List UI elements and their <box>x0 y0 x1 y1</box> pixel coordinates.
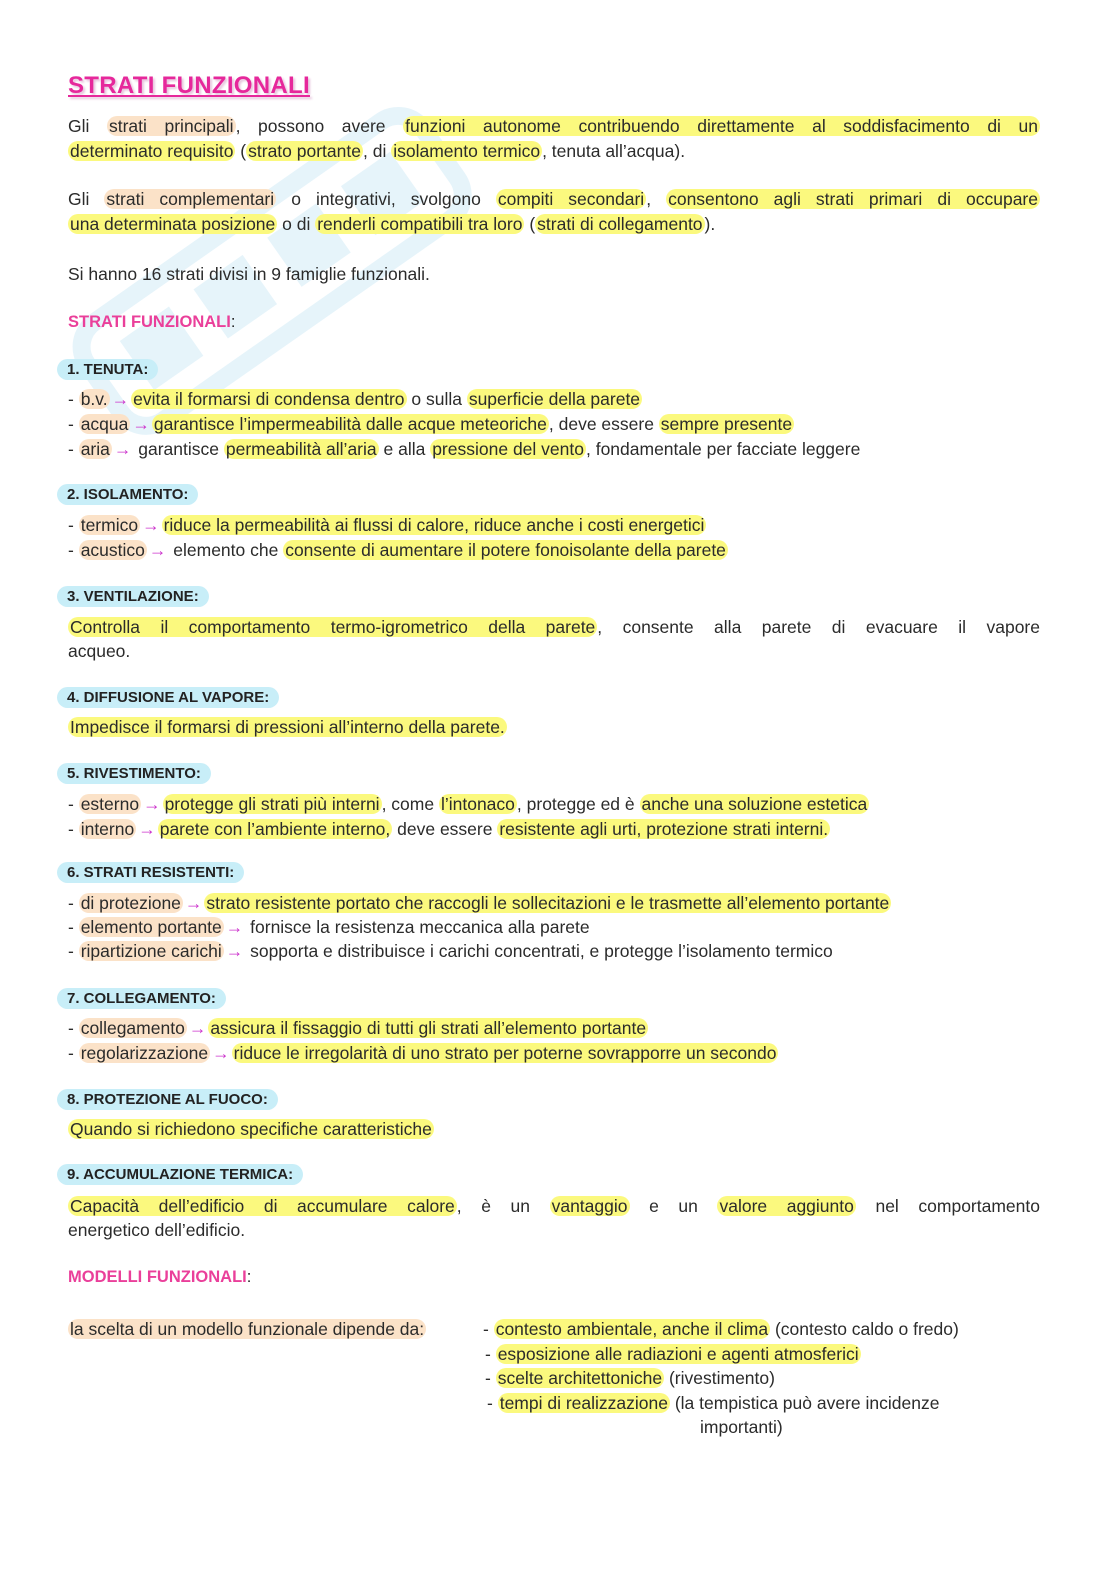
section-6-line-3: - ripartizione carichi → sopporta e distribuisce i carichi concentrati, e protegge l’isolamento termico <box>68 941 833 961</box>
intro-paragraph-2-line-1 <box>68 187 1040 211</box>
keyword: interno <box>80 819 135 839</box>
highlight: compiti secondari <box>497 189 645 209</box>
text: (la tempistica può avere incidenze <box>669 1393 940 1413</box>
arrow-icon: → <box>188 1018 207 1038</box>
arrow-icon: → <box>113 439 132 459</box>
keyword: collegamento <box>80 1018 185 1038</box>
text: o sulla <box>406 389 467 409</box>
section-7-line-1: - collegamento → assicura il fissaggio di tutti gli strati all’elemento portante <box>68 1018 647 1038</box>
section-title-text: 6. STRATI RESISTENTI <box>67 864 230 881</box>
arrow-icon: → <box>148 540 167 560</box>
section-title-text: 2. ISOLAMENTO <box>67 486 184 503</box>
highlight: contesto ambientale, anche il clima <box>495 1319 769 1339</box>
section-2-line-2: - acustico → elemento che consente di aumentare il potere fonoisolante della parete <box>68 540 726 560</box>
section-4-title: 4. DIFFUSIONE AL VAPORE: <box>57 687 279 708</box>
section-title-text: 7. COLLEGAMENTO <box>67 990 211 1007</box>
highlight: Quando si richiedono specifiche caratteristiche <box>70 1119 432 1139</box>
text: elemento che <box>168 540 284 560</box>
keyword: acqua <box>80 414 129 434</box>
section-1-title: 1. TENUTA: <box>57 359 158 380</box>
highlight: riduce le irregolarità di uno strato per poterne sovrapporre un secondo <box>233 1043 777 1063</box>
highlight: isolamento termico <box>393 141 541 161</box>
highlight: renderli compatibili tra loro <box>317 214 523 234</box>
highlight: vantaggio <box>551 1196 628 1216</box>
keyword: aria <box>80 439 110 459</box>
keyword: esterno <box>80 794 140 814</box>
section-title-text: 9. ACCUMULAZIONE TERMICA <box>67 1166 289 1183</box>
intro-paragraph-1-line-1 <box>68 114 1040 138</box>
text: ). <box>704 214 716 234</box>
section-4-line-1 <box>68 715 507 739</box>
keyword: regolarizzazione <box>80 1043 209 1063</box>
highlight: strato resistente portato che raccogli le sollecitazioni e le trasmette all’elemento portante <box>206 893 890 913</box>
text: Gli <box>68 189 105 209</box>
highlight: scelte architettoniche <box>497 1368 663 1388</box>
highlight: determinato requisito <box>70 141 234 161</box>
highlight: resistente agli urti, protezione strati interni. <box>499 819 829 839</box>
models-item-4: - tempi di realizzazione (la tempistica può avere incidenze <box>487 1393 940 1413</box>
highlight: l’intonaco <box>440 794 515 814</box>
text: , consente alla parete di evacuare il vapore <box>597 617 1040 637</box>
text: , deve essere <box>548 414 659 434</box>
keyword: b.v. <box>80 389 108 409</box>
text: ( <box>524 214 536 234</box>
section-6-title: 6. STRATI RESISTENTI: <box>57 862 244 883</box>
section-1-line-1: - b.v. → evita il formarsi di condensa dentro o sulla superficie della parete <box>68 389 641 409</box>
text: , è un <box>456 1196 550 1216</box>
highlight: parete con l’ambiente interno, <box>159 819 391 839</box>
highlight: strati principali <box>108 116 234 136</box>
arrow-icon: → <box>143 794 161 814</box>
models-item-2: - esposizione alle radiazioni e agenti atmosferici <box>485 1344 859 1364</box>
section-6-line-1: - di protezione → strato resistente portato che raccogli le sollecitazioni e le trasmette all’elemento portante <box>68 893 890 913</box>
text: o di <box>277 214 316 234</box>
section-5-line-1: - esterno → protegge gli strati più interni , come l’intonaco , protegge ed è anche una soluzione estetica <box>68 794 868 814</box>
models-item-1: - contesto ambientale, anche il clima (contesto caldo o fredo) <box>483 1319 959 1339</box>
highlight: valore aggiunto <box>719 1196 854 1216</box>
text: o integrativi, svolgono <box>276 189 496 209</box>
intro-paragraph-1-line-2 <box>68 139 685 163</box>
section-title-text: 8. PROTEZIONE AL FUOCO <box>67 1091 263 1108</box>
highlight: Impedisce il formarsi di pressioni all’interno della parete. <box>70 717 505 737</box>
arrow-icon: → <box>132 414 150 434</box>
text: , possono avere <box>235 116 404 136</box>
keyword: ripartizione carichi <box>80 941 222 961</box>
section-9-title: 9. ACCUMULAZIONE TERMICA: <box>57 1164 303 1185</box>
highlight: anche una soluzione estetica <box>641 794 868 814</box>
section-title-text: 5. RIVESTIMENTO <box>67 765 196 782</box>
highlight: tempi di realizzazione <box>499 1393 668 1413</box>
models-item-3: - scelte architettoniche (rivestimento) <box>485 1368 775 1388</box>
intro-paragraph-3: Si hanno 16 strati divisi in 9 famiglie funzionali. <box>68 264 430 284</box>
highlight: esposizione alle radiazioni e agenti atmosferici <box>497 1344 859 1364</box>
section-title-text: 3. VENTILAZIONE <box>67 588 194 605</box>
highlight: funzioni autonome contribuendo direttamente al soddisfacimento di un <box>405 116 1038 136</box>
text: deve essere <box>392 819 498 839</box>
text: garantisce <box>133 439 224 459</box>
arrow-icon: → <box>212 1043 230 1063</box>
section-heading-strati: STRATI FUNZIONALI: <box>68 313 236 331</box>
text: , tenuta all’acqua). <box>542 141 686 161</box>
arrow-icon: → <box>225 917 244 937</box>
keyword: elemento portante <box>80 917 222 937</box>
arrow-icon: → <box>225 941 244 961</box>
highlight: una determinata posizione <box>70 214 276 234</box>
section-title-text: 4. DIFFUSIONE AL VAPORE <box>67 689 265 706</box>
text: , <box>646 189 667 209</box>
intro-paragraph-2-line-2 <box>68 212 715 236</box>
text: , fondamentale per facciate leggere <box>585 439 861 459</box>
highlight: strato portante <box>248 141 361 161</box>
highlight: protegge gli strati più interni <box>164 794 380 814</box>
section-7-title: 7. COLLEGAMENTO: <box>57 988 226 1009</box>
highlight: Capacità dell’edificio di accumulare calore <box>70 1196 455 1216</box>
text: , di <box>362 141 392 161</box>
arrow-icon: → <box>138 819 156 839</box>
text: sopporta e distribuisce i carichi concentrati, e protegge l’isolamento termico <box>245 941 833 961</box>
section-5-line-2: - interno → parete con l’ambiente interno, deve essere resistente agli urti, protezione strati interni. <box>68 819 829 839</box>
highlight: la scelta di un modello funzionale dipende da: <box>70 1319 425 1339</box>
highlight: garantisce l’impermeabilità dalle acque meteoriche <box>153 414 547 434</box>
page-title: STRATI FUNZIONALI <box>68 72 310 99</box>
section-heading-modelli: MODELLI FUNZIONALI: <box>68 1268 252 1286</box>
highlight: consentono agli strati primari di occupare <box>668 189 1038 209</box>
text: ( <box>235 141 247 161</box>
section-title-text: 1. TENUTA <box>67 361 144 378</box>
highlight: evita il formarsi di condensa dentro <box>133 389 405 409</box>
heading-text: MODELLI FUNZIONALI <box>68 1268 247 1286</box>
text: e alla <box>378 439 431 459</box>
text: Gli <box>68 116 107 136</box>
section-2-title: 2. ISOLAMENTO: <box>57 484 198 505</box>
highlight: assicura il fissaggio di tutti gli strati all’elemento portante <box>210 1018 647 1038</box>
arrow-icon: → <box>184 893 203 913</box>
keyword: acustico <box>80 540 145 560</box>
heading-text: STRATI FUNZIONALI <box>68 313 231 331</box>
section-3-line-2: acqueo. <box>68 641 131 661</box>
text: nel comportamento <box>855 1196 1040 1216</box>
text: e un <box>629 1196 718 1216</box>
highlight: superficie della parete <box>468 389 641 409</box>
text: fornisce la resistenza meccanica alla parete <box>245 917 590 937</box>
highlight: strati complementari <box>106 189 275 209</box>
section-3-title: 3. VENTILAZIONE: <box>57 586 209 607</box>
section-7-line-2: - regolarizzazione → riduce le irregolarità di uno strato per poterne sovrapporre un secondo <box>68 1043 777 1063</box>
keyword: termico <box>80 515 139 535</box>
highlight: sempre presente <box>660 414 793 434</box>
models-lead <box>68 1317 426 1341</box>
section-2-line-1: - termico → riduce la permeabilità ai flussi di calore, riduce anche i costi energetici <box>68 515 705 535</box>
section-8-line-1 <box>68 1117 434 1141</box>
arrow-icon: → <box>111 389 130 409</box>
text: , come <box>381 794 439 814</box>
section-6-line-2: - elemento portante → fornisce la resistenza meccanica alla parete <box>68 917 590 937</box>
section-8-title: 8. PROTEZIONE AL FUOCO: <box>57 1089 278 1110</box>
keyword: di protezione <box>80 893 181 913</box>
highlight: strati di collegamento <box>537 214 703 234</box>
highlight: pressione del vento <box>432 439 584 459</box>
text: (contesto caldo o fredo) <box>770 1319 959 1339</box>
highlight: permeabilità all’aria <box>225 439 377 459</box>
section-9-line-2: energetico dell’edificio. <box>68 1220 246 1240</box>
highlight: Controlla il comportamento termo-igrometrico della parete <box>70 617 596 637</box>
section-1-line-3: - aria → garantisce permeabilità all’aria e alla pressione del vento , fondamentale per facciate leggere <box>68 439 861 459</box>
section-1-line-2: - acqua → garantisce l’impermeabilità dalle acque meteoriche , deve essere sempre presente <box>68 414 793 434</box>
arrow-icon: → <box>142 515 160 535</box>
text: , protegge ed è <box>516 794 640 814</box>
section-3-line-1 <box>68 615 1040 639</box>
section-9-line-1 <box>68 1194 1040 1218</box>
highlight: consente di aumentare il potere fonoisolante della parete <box>285 540 726 560</box>
section-5-title: 5. RIVESTIMENTO: <box>57 763 211 784</box>
models-item-4-continued: importanti) <box>700 1417 783 1437</box>
text: (rivestimento) <box>664 1368 775 1388</box>
highlight: riduce la permeabilità ai flussi di calore, riduce anche i costi energetici <box>163 515 705 535</box>
